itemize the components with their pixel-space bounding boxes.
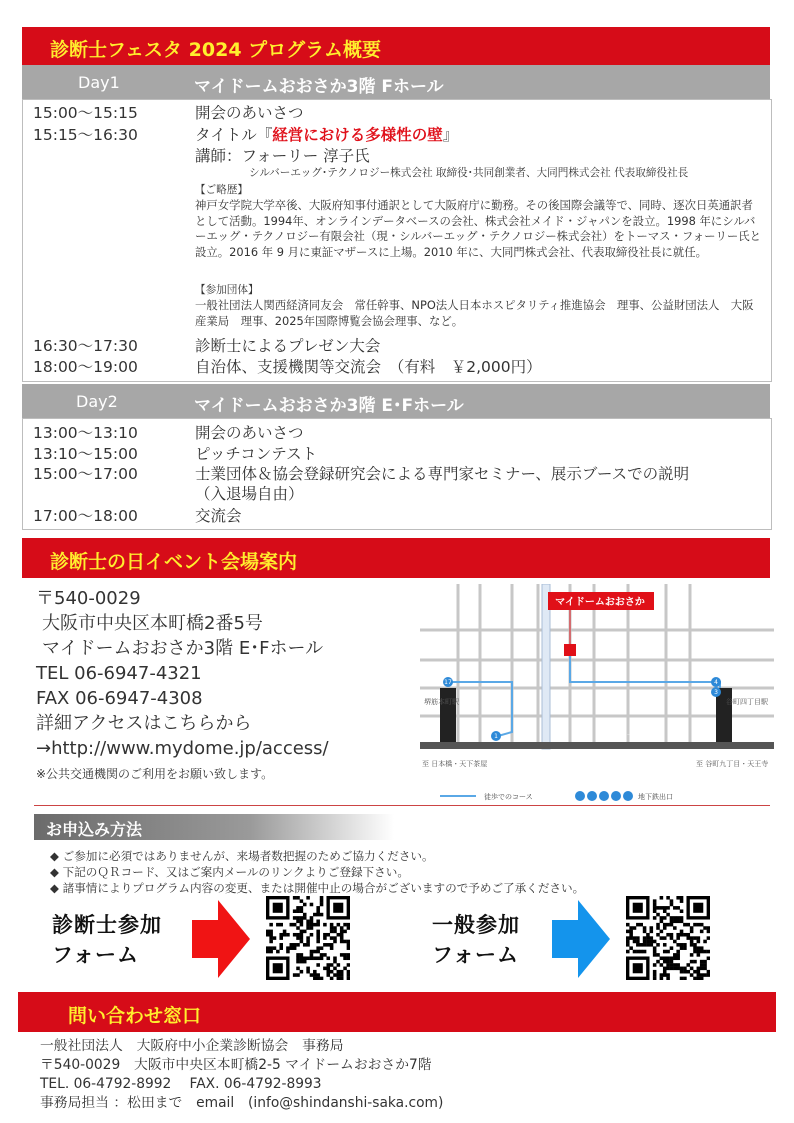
form2-arrow-icon (552, 900, 610, 978)
apply-title-bar (34, 814, 394, 840)
venue-note: ※公共交通機関のご利用をお願い致します。 (36, 767, 274, 781)
venue-access-label: 詳細アクセスはこちらから (36, 713, 252, 734)
apply-bullet-1: ◆ ご参加に必須ではありませんが、来場者数把握のためご協力ください。 (50, 849, 434, 863)
venue-postal: 〒540-0029 (36, 588, 141, 609)
form2-qr-code[interactable] (626, 896, 710, 980)
groups: 一般社団法人関西経済同友会 常任幹事、NPO法人日本ホスピタリティ推進協会 理事、公益財団法人 大阪産業局 理事、2025年国際博覧会協会理事、など。 (195, 298, 754, 328)
venue-title-bar (22, 538, 770, 578)
groups-heading: 【参加団体】 (195, 284, 259, 296)
inquiry-line-4: 事務局担当 ：松田まで email (info@shindanshi-saka.com) (40, 1095, 444, 1111)
venue-title: 診断士の日イベント会場案内 (50, 551, 298, 573)
title-highlight: 経営における多様性の壁 (272, 126, 443, 144)
day2-item-3: 士業団体＆協会登録研究会による専門家セミナー、展示ブースでの説明 (195, 465, 690, 483)
program-title-bar (22, 27, 770, 65)
day1-time-3: 16:30〜17:30 (33, 337, 138, 355)
venue-tel: TEL 06-6947-4321 (36, 663, 202, 684)
day2-time-1: 13:00〜13:10 (33, 424, 138, 442)
day1-item-4: 自治体、支援機関等交流会 （有料 ￥2,000円） (195, 358, 542, 376)
form1-qr-code[interactable] (266, 896, 350, 980)
map-station-right: 谷町四丁目駅 (726, 698, 768, 706)
inquiry-line-2: 〒540-0029 大阪市中央区本町橋2-5 マイドームおおさか7階 (40, 1057, 432, 1073)
day2-time-2: 13:10〜15:00 (33, 445, 138, 463)
apply-title: お申込み方法 (46, 820, 143, 839)
access-map (420, 584, 774, 806)
day2-time-3: 15:00〜17:00 (33, 465, 138, 483)
apply-bullet-2: ◆ 下記のＱＲコード、又はご案内メールのリンクよりご登録下さい。 (50, 865, 409, 879)
venue-address: 大阪市中央区本町橋2番5号 (42, 613, 263, 634)
inquiry-title-bar (18, 992, 776, 1032)
day1-item-3: 診断士によるプレゼン大会 (195, 337, 381, 355)
program-title: 診断士フェスタ 2024 プログラム概要 (50, 39, 381, 61)
day2-body (22, 418, 772, 530)
day1-label: Day1 (78, 73, 120, 92)
qr-pattern (266, 896, 350, 980)
day1-time-4: 18:00〜19:00 (33, 358, 138, 376)
day1-item-2 (195, 125, 458, 145)
day1-header (22, 65, 770, 99)
apply-bullet-3: ◆ 諸事情によりプログラム内容の変更、または開催中止の場合がございますので予めご了承ください。 (50, 881, 585, 895)
form1-label-line2: フォーム (52, 942, 139, 967)
map-title: マイドームおおさか (555, 597, 645, 608)
day1-venue: マイドームおおさか3階 Fホール (194, 77, 444, 97)
map-bottom-right: 至 谷町九丁目・天王寺 (696, 760, 769, 768)
title-suffix: 』 (442, 126, 459, 144)
inquiry-line-3: TEL. 06-4792-8992 FAX. 06-4792-8993 (40, 1076, 322, 1092)
venue-building: マイドームおおさか3階 E･Fホール (42, 638, 324, 659)
speaker: 講師：フォーリー 淳子氏 (195, 147, 370, 165)
inquiry-title: 問い合わせ窓口 (68, 1005, 202, 1027)
map-station-left: 堺筋本町駅 (424, 698, 459, 706)
day2-item-1: 開会のあいさつ (195, 424, 304, 442)
day1-time-2: 15:15〜16:30 (33, 126, 138, 144)
day2-time-4: 17:00〜18:00 (33, 507, 138, 525)
day2-header (22, 384, 770, 418)
venue-divider (34, 805, 770, 806)
affiliation: シルバーエッグ･テクノロジー株式会社 取締役･共同創業者、大同門株式会社 代表取締役社長 (249, 167, 689, 179)
day2-label: Day2 (76, 392, 118, 411)
map-legend-walk: 徒歩でのコース (484, 793, 533, 801)
map-exit-3: 3 (714, 689, 718, 696)
map-svg (420, 584, 774, 806)
day1-time-1: 15:00〜15:15 (33, 104, 138, 122)
map-street: 地下鉄中央線 (620, 734, 662, 742)
bio-heading: 【ご略歴】 (195, 184, 248, 196)
day1-item-1: 開会のあいさつ (195, 104, 304, 122)
day2-item-3b: （入退場自由） (195, 485, 304, 503)
day2-venue: マイドームおおさか3階 E･Fホール (194, 396, 464, 416)
map-exit-4: 4 (714, 679, 718, 686)
form2-label-line1: 一般参加 (432, 912, 520, 937)
form1-arrow-icon (192, 900, 250, 978)
day2-item-2: ピッチコンテスト (195, 445, 318, 463)
qr-pattern (626, 896, 710, 980)
venue-fax: FAX 06-6947-4308 (36, 688, 203, 709)
form2-label-line2: フォーム (432, 942, 519, 967)
venue-access-link[interactable]: →http://www.mydome.jp/access/ (36, 738, 329, 759)
inquiry-line-1: 一般社団法人 大阪府中小企業診断協会 事務局 (40, 1038, 344, 1054)
map-exit-1: 1 (494, 733, 498, 740)
day1-body (22, 99, 772, 382)
title-prefix: タイトル『 (195, 126, 273, 144)
map-exit-17: 17 (444, 679, 452, 686)
bio: 神戸女学院大学卒後、大阪府知事付通訳として大阪府庁に勤務。その後国際会議等で、同時、逐次日英通訳者として活動。1994年、オンラインデータベースの会社、株式会社メイド・ジャパンを設立。1998 年にシルバーエッグ・テクノロジー有限会社（現・シルバーエッグ・テクノロジー株式会社）をトーマス・フォーリー氏と設立。2016 年 9 月に東証マザースに上場。2010 年に、大同門株式会社、代表取締役社長に就任。 (195, 198, 762, 259)
day2-item-4: 交流会 (195, 507, 242, 525)
form1-label-line1: 診断士参加 (52, 912, 162, 937)
map-bottom-left: 至 日本橋・天下茶屋 (422, 760, 488, 768)
map-legend-exit: 地下鉄出口 (638, 793, 673, 801)
